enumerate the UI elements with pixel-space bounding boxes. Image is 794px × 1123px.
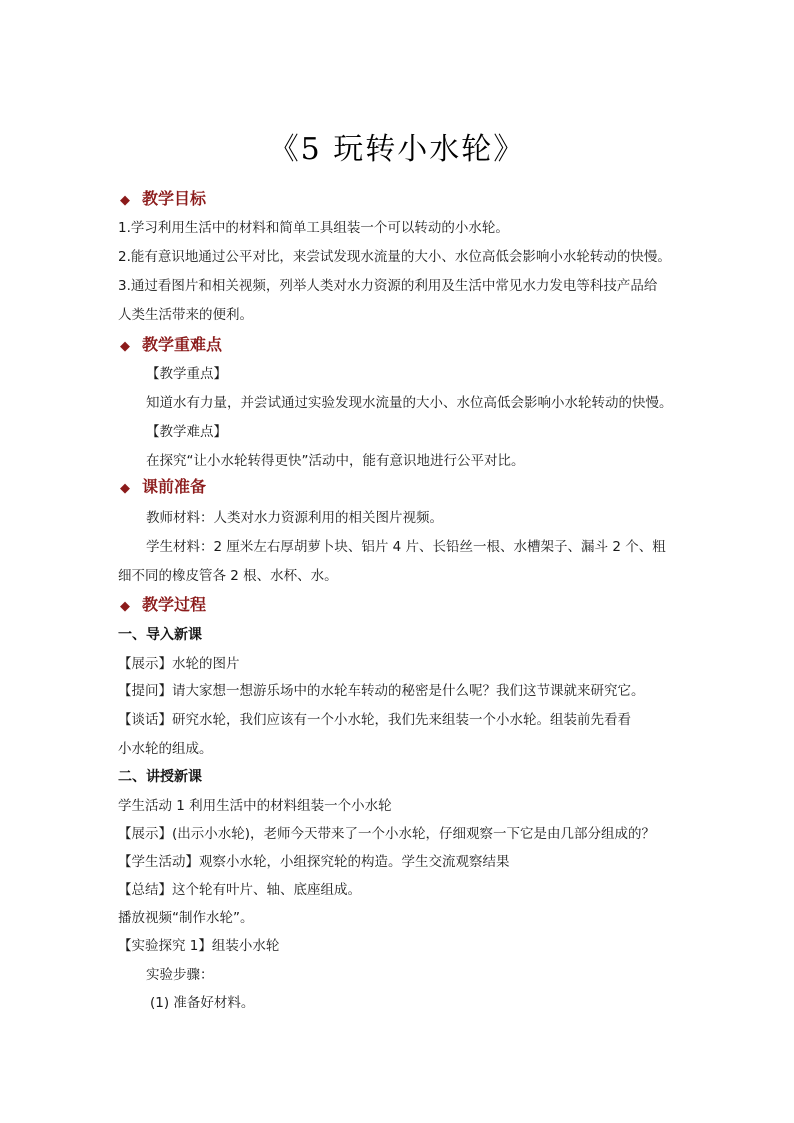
process-line: 播放视频“制作水轮”。 [118, 910, 254, 926]
process-line: 【谈话】研究水轮，我们应该有一个小水轮，我们先来组装一个小水轮。组装前先看看 [118, 712, 631, 728]
diamond-bullet-icon: ◆ [120, 339, 130, 354]
process-line: 【提问】请大家想一想游乐场中的水轮车转动的秘密是什么呢？我们这节课就来研究它。 [118, 683, 645, 699]
process-line: 【总结】这个轮有叶片、轴、底座组成。 [118, 882, 361, 898]
focus-label: 【教学重点】 [146, 366, 227, 382]
student-materials: 学生材料：2 厘米左右厚胡萝卜块、铝片 4 片、长铅丝一根、水槽架子、漏斗 2 个、粗 [146, 539, 666, 555]
teacher-materials: 教师材料：人类对水力资源利用的相关图片视频。 [146, 510, 443, 526]
objective-line: 1.学习利用生活中的材料和简单工具组装一个可以转动的小水轮。 [118, 220, 509, 236]
page-title: 《5 玩转小水轮》 [268, 132, 526, 167]
student-materials-cont: 细不同的橡皮管各 2 根、水杯、水。 [118, 568, 338, 584]
objective-line: 2.能有意识地通过公平对比，来尝试发现水流量的大小、水位高低会影响小水轮转动的快慢。 [118, 249, 671, 265]
subheading-new-lesson: 二、讲授新课 [118, 769, 202, 785]
process-line: 【展示】(出示小水轮)，老师今天带来了一个小水轮，仔细观察一下它是由几部分组成的？ [118, 826, 656, 842]
section-heading-preparation [120, 474, 206, 497]
step-item: (1) 准备好材料。 [150, 995, 255, 1011]
objective-line: 3.通过看图片和相关视频，列举人类对水力资源的利用及生活中常见水力发电等科技产品给 [118, 278, 658, 294]
diamond-bullet-icon: ◆ [120, 599, 130, 614]
subheading-intro: 一、导入新课 [118, 627, 202, 643]
steps-label: 实验步骤： [146, 967, 214, 983]
difficulty-label: 【教学难点】 [146, 424, 227, 440]
process-line: 学生活动 1 利用生活中的材料组装一个小水轮 [118, 798, 392, 814]
section-heading-key-points [120, 332, 222, 355]
difficulty-text: 在探究“让小水轮转得更快”活动中，能有意识地进行公平对比。 [146, 453, 525, 469]
section-title: 教学目标 [142, 189, 207, 208]
diamond-bullet-icon: ◆ [120, 481, 130, 496]
objective-line: 人类生活带来的便利。 [118, 307, 253, 323]
section-heading-objectives [120, 186, 206, 209]
section-title: 课前准备 [142, 477, 207, 496]
section-heading-process [120, 592, 206, 615]
section-title: 教学重难点 [142, 335, 223, 354]
diamond-bullet-icon: ◆ [120, 193, 130, 208]
process-line: 【学生活动】观察小水轮，小组探究轮的构造。学生交流观察结果 [118, 854, 510, 870]
process-line: 【展示】水轮的图片 [118, 656, 240, 672]
process-line: 小水轮的组成。 [118, 741, 213, 757]
process-line: 【实验探究 1】组装小水轮 [118, 938, 280, 954]
section-title: 教学过程 [142, 595, 207, 614]
focus-text: 知道水有力量，并尝试通过实验发现水流量的大小、水位高低会影响小水轮转动的快慢。 [146, 395, 673, 411]
